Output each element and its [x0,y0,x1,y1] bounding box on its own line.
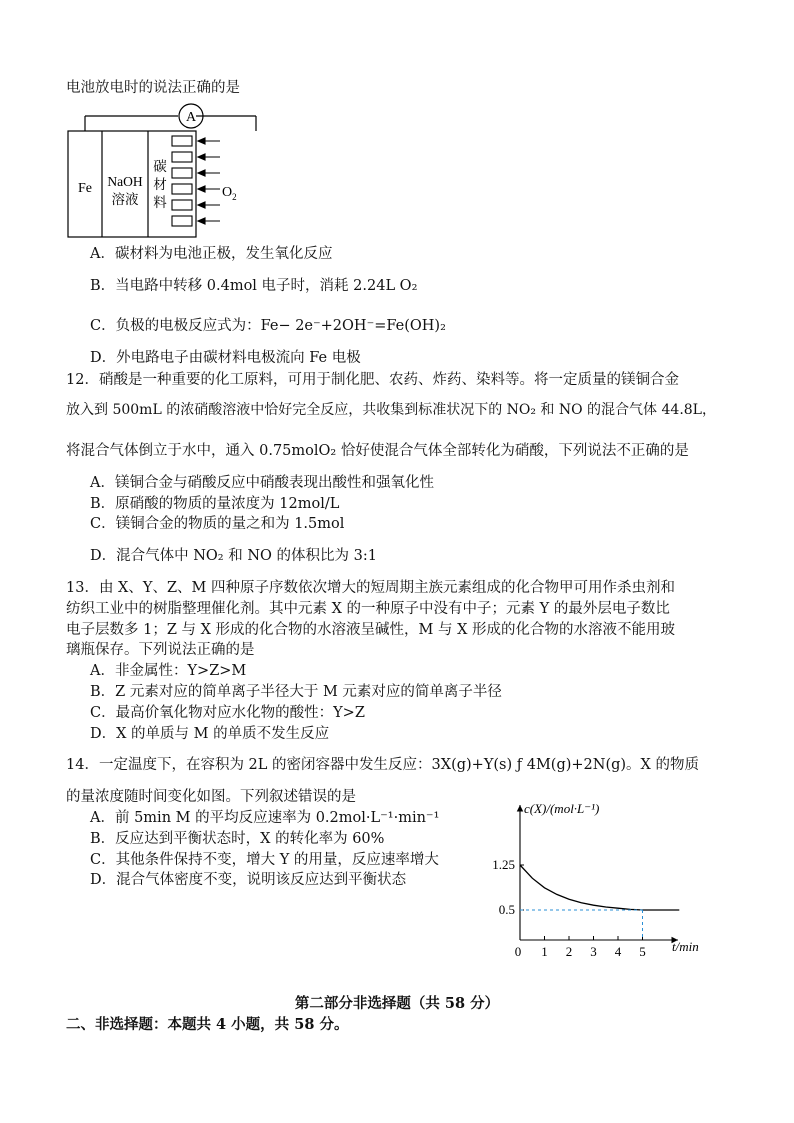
q11-option-b: B．当电路中转移 0.4mol 电子时，消耗 2.24L O₂ [90,278,418,294]
part2-subtitle [66,1015,348,1035]
q13-line-2: 纺织工业中的树脂整理催化剂。其中元素 X 的一种原子中没有中子；元素 Y 的最外层电子数比 [66,601,670,617]
q12-option-c: C．镁铜合金的物质的量之和为 1.5mol [90,516,345,532]
q14-option-b: B．反应达到平衡状态时，X 的转化率为 60% [90,831,385,847]
q11-option-d: D．外电路电子由碳材料电极流向 Fe 电极 [90,350,361,366]
q12-line-3: 将混合气体倒立于水中，通入 0.75molO₂ 恰好使混合气体全部转化为硝酸，下列说法不正确的是 [66,443,689,459]
q12-option-a: A．镁铜合金与硝酸反应中硝酸表现出酸性和强氧化性 [90,475,434,491]
concentration-chart [480,795,720,970]
ammeter-label: A [185,110,197,125]
part2-title: 第二部分非选择题（共 58 分） [294,995,500,1012]
q14-line-1: 14．一定温度下，在容积为 2L 的密闭容器中发生反应：3X(g)+Y(s) ƒ 4M(g)+2N(g)。X 的物质 [66,757,699,773]
q13-option-d: D．X 的单质与 M 的单质不发生反应 [90,726,330,742]
q13-line-1: 13．由 X、Y、Z、M 四种原子序数依次增大的短周期主族元素组成的化合物甲可用作杀虫剂和 [66,580,675,596]
x-tick-label: 4 [614,944,622,959]
q12-line-1: 12．硝酸是一种重要的化工原料，可用于制化肥、农药、炸药、染料等。将一定质量的镁铜合金 [66,372,679,388]
x-tick-label: 1 [541,944,548,959]
y-tick-label: 1.25 [492,857,515,872]
concentration-curve [520,865,679,910]
carbon-label-1: 碳 [153,159,167,174]
x-axis-label: t/min [672,939,699,954]
q14-option-c: C．其他条件保持不变，增大 Y 的用量，反应速率增大 [90,852,439,868]
carbon-label-3: 料 [153,195,167,210]
naoh-label: NaOH [107,174,143,189]
battery-diagram [60,98,320,243]
q11-option-c: C．负极的电极反应式为：Fe− 2e⁻+2OH⁻=Fe(OH)₂ [90,318,446,334]
y-axis-label: c(X)/(mol·L⁻¹) [524,801,600,816]
x-tick-label: 2 [565,944,573,959]
q11-option-a: A．碳材料为电池正极，发生氧化反应 [90,246,333,262]
q13-option-b: B．Z 元素对应的简单离子半径大于 M 元素对应的简单离子半径 [90,684,502,700]
y-tick-label: 0.5 [498,902,515,917]
fe-electrode-label: Fe [78,181,92,196]
q13-line-3: 电子层数多 1；Z 与 X 形成的化合物的水溶液呈碱性，M 与 X 形成的化合物的水溶液不能用玻 [66,622,676,638]
q14-option-d: D．混合气体密度不变，说明该反应达到平衡状态 [90,872,407,888]
q12-line-2: 放入到 500mL 的浓硝酸溶液中恰好完全反应，共收集到标准状况下的 NO₂ 和 NO 的混合气体 44.8L， [66,402,716,418]
q12-option-d: D．混合气体中 NO₂ 和 NO 的体积比为 3:1 [90,548,377,564]
q13-option-a: A．非金属性：Y>Z>M [90,663,247,679]
o2-arrows [198,138,220,224]
q13-line-4: 璃瓶保存。下列说法正确的是 [66,642,255,658]
x-tick-label: 0 [514,944,522,959]
o2-label: $O_2$ [222,185,237,202]
part2-subtitle-text: 二、非选择题：本题共 4 小题，共 58 分。 [66,1016,349,1033]
q13-option-c: C．最高价氧化物对应水化物的酸性：Y>Z [90,705,365,721]
x-tick-label: 5 [639,944,646,959]
q14-line-2: 的量浓度随时间变化如图。下列叙述错误的是 [66,789,356,805]
x-tick-label: 3 [590,944,597,959]
q14-option-a: A．前 5min M 的平均反应速率为 0.2mol·L⁻¹·min⁻¹ [90,810,440,826]
naoh-solution-label: 溶液 [111,192,139,207]
q12-option-b: B．原硝酸的物质的量浓度为 12mol/L [90,496,340,512]
q11-stem: 电池放电时的说法正确的是 [66,80,240,96]
carbon-label-2: 材 [153,177,167,192]
